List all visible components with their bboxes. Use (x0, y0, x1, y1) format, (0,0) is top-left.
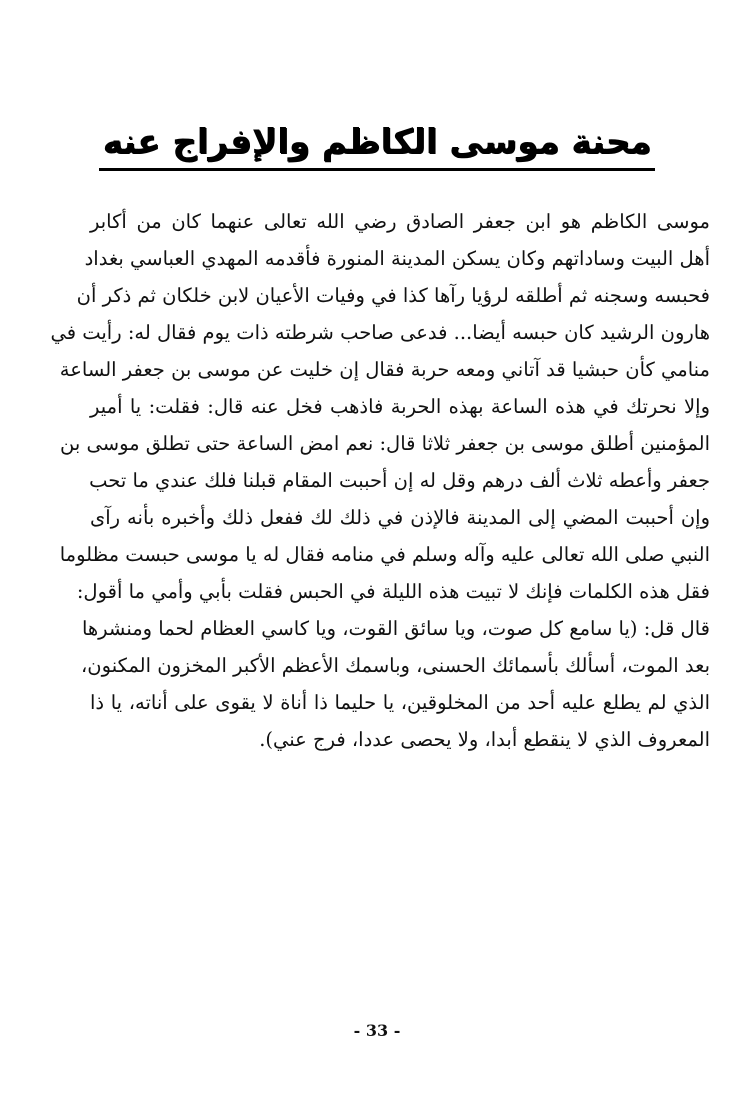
text-line: موسى الكاظم هو ابن جعفر الصادق رضي الله تعالى عنهما كان من أكابر (90, 210, 710, 233)
text-line: وإلا نحرتك في هذه الساعة بهذه الحربة فاذهب فخل عنه قال: فقلت: يا أمير (90, 395, 710, 418)
text-line: وإن أحببت المضي إلى المدينة فالإذن في ذلك لك ففعل ذلك وأخبره بأنه رآى (90, 506, 710, 529)
body-paragraph (50, 203, 710, 758)
text-line: فقل هذه الكلمات فإنك لا تبيت هذه الليلة في الحبس فقلت بأبي وأمي ما أقول: (76, 580, 710, 603)
text-line: المؤمنين أطلق موسى بن جعفر ثلاثا قال: نعم امض الساعة حتى تطلق موسى بن (60, 432, 710, 455)
text-line: هارون الرشيد كان حبسه أيضا... فدعى صاحب شرطته ذات يوم فقال له: رأيت في (50, 321, 710, 344)
text-line: النبي صلى الله تعالى عليه وآله وسلم في منامه فقال له يا موسى حبست مظلوما (59, 543, 710, 566)
text-line: منامي كأن حبشيا قد آتاني ومعه حربة فقال إن خليت عن موسى بن جعفر الساعة (59, 358, 710, 381)
text-line: فحبسه وسجنه ثم أطلقه لرؤيا رآها كذا في وفيات الأعيان لابن خلكان ثم ذكر أن (76, 284, 710, 307)
chapter-title-wrap (0, 118, 754, 171)
text-line: أهل البيت وساداتهم وكان يسكن المدينة المنورة فأقدمه المهدي العباسي بغداد (84, 247, 710, 270)
text-line: الذي لم يطلع عليه أحد من المخلوقين، يا حليما ذا أناة لا يقوى على أناته، يا ذا (90, 691, 710, 714)
chapter-title: محنة موسى الكاظم والإفراج عنه (99, 118, 656, 171)
text-line: بعد الموت، أسألك بأسمائك الحسنى، وباسمك الأعظم الأكبر المخزون المكنون، (81, 654, 710, 677)
text-line: المعروف الذي لا ينقطع أبدا، ولا يحصى عددا، فرج عني). (259, 728, 710, 751)
text-line: قال قل: (يا سامع كل صوت، ويا سائق القوت، ويا كاسي العظام لحما ومنشرها (81, 617, 710, 640)
page-number: - 33 - (353, 1021, 401, 1040)
text-line: جعفر وأعطه ثلاث ألف درهم وقل له إن أحببت المقام قبلنا فلك عندي ما تحب (89, 469, 710, 492)
